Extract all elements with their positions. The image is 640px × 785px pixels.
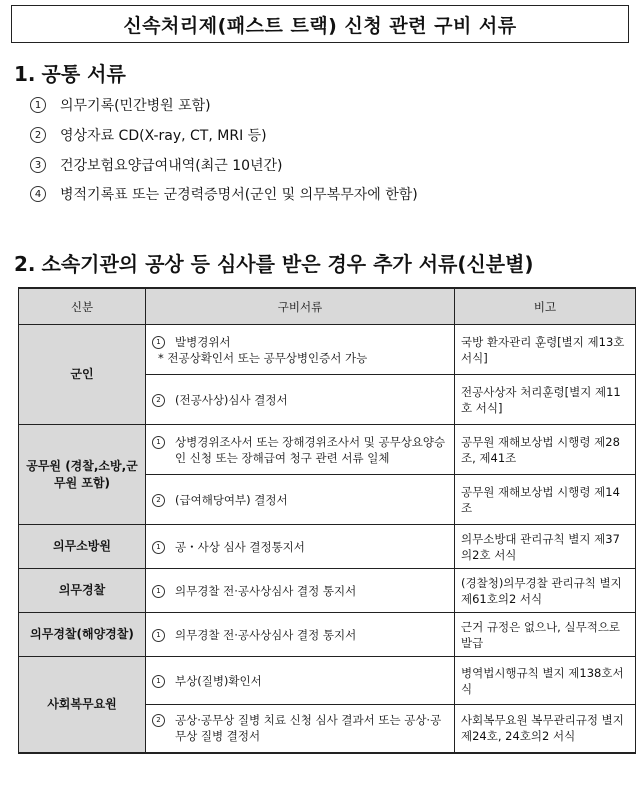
common-doc-text: 병적기록표 또는 군경력증명서(군인 및 의무복무자에 한함) xyxy=(60,187,418,203)
document-cell xyxy=(146,425,455,475)
category-cell: 군인 xyxy=(19,325,146,425)
table-row xyxy=(19,657,636,705)
document-text: (급여해당여부) 결정서 xyxy=(175,492,288,507)
document-cell xyxy=(146,325,455,375)
circled-number: 1 xyxy=(30,97,46,113)
category-cell: 의무소방원 xyxy=(19,525,146,569)
circled-number: 1 xyxy=(152,585,165,598)
category-cell: 의무경찰 xyxy=(19,569,146,613)
section2-heading xyxy=(14,248,534,277)
document-cell xyxy=(146,375,455,425)
document-subnote: * 전공상확인서 또는 공무상병인증서 가능 xyxy=(158,350,368,365)
remark-cell: 국방 환자관리 훈령[별지 제13호 서식] xyxy=(455,325,636,375)
document-text: 발병경위서 xyxy=(175,334,231,349)
document-cell xyxy=(146,525,455,569)
document-text: 의무경찰 전·공사상심사 결정 통지서 xyxy=(175,583,357,598)
circled-number: 1 xyxy=(152,436,165,449)
document-cell xyxy=(146,569,455,613)
remark-cell: 사회복무요원 복무관리규정 별지 제24호, 24호의2 서식 xyxy=(455,705,636,753)
common-doc-item xyxy=(30,95,211,115)
header-documents: 구비서류 xyxy=(146,288,455,325)
circled-number: 2 xyxy=(152,394,165,407)
circled-number: 2 xyxy=(152,494,165,507)
circled-number: 2 xyxy=(30,127,46,143)
document-text: 공상·공무상 질병 치료 신청 심사 결과서 또는 공상·공무상 질병 결정서 xyxy=(175,713,442,744)
section2-number: 2. xyxy=(14,252,36,276)
section1-heading xyxy=(14,58,126,87)
document-title xyxy=(11,5,629,43)
document-text: 부상(질병)확인서 xyxy=(175,673,262,688)
document-cell xyxy=(146,475,455,525)
common-doc-text: 의무기록(민간병원 포함) xyxy=(60,98,211,114)
table-row xyxy=(19,325,636,375)
circled-number: 1 xyxy=(152,336,165,349)
remark-cell: 공무원 재해보상법 시행령 제28조, 제41조 xyxy=(455,425,636,475)
table-row xyxy=(19,525,636,569)
circled-number: 1 xyxy=(152,541,165,554)
category-cell: 사회복무요원 xyxy=(19,657,146,753)
section1-title: 공통 서류 xyxy=(41,62,126,86)
table-header-row xyxy=(19,288,636,325)
document-text: (전공사상)심사 결정서 xyxy=(175,392,288,407)
document-cell xyxy=(146,705,455,753)
additional-docs-table xyxy=(18,287,636,754)
common-doc-item xyxy=(30,125,267,145)
document-cell xyxy=(146,657,455,705)
header-remarks: 비고 xyxy=(455,288,636,325)
document-cell xyxy=(146,613,455,657)
circled-number: 1 xyxy=(152,629,165,642)
circled-number: 1 xyxy=(152,675,165,688)
category-cell: 공무원 (경찰,소방,군무원 포함) xyxy=(19,425,146,525)
circled-number: 4 xyxy=(30,186,46,202)
header-status: 신분 xyxy=(19,288,146,325)
circled-number: 3 xyxy=(30,157,46,173)
common-doc-text: 건강보험요양급여내역(최근 10년간) xyxy=(60,158,283,174)
common-doc-item xyxy=(30,155,283,175)
document-text: 의무경찰 전·공사상심사 결정 통지서 xyxy=(175,627,357,642)
remark-cell: 전공사상자 처리훈령[별지 제11호 서식] xyxy=(455,375,636,425)
remark-cell: (경찰청)의무경찰 관리규칙 별지 제61호의2 서식 xyxy=(455,569,636,613)
circled-number: 2 xyxy=(152,714,165,727)
document-title-text: 신속처리제(패스트 트랙) 신청 관련 구비 서류 xyxy=(123,14,517,37)
document-text: 상병경위조사서 또는 장해경위조사서 및 공무상요양승인 신청 또는 장해급여 청구 관련 서류 일체 xyxy=(175,434,446,465)
section1-number: 1. xyxy=(14,62,36,86)
document-text: 공・사상 심사 결정통지서 xyxy=(175,539,305,554)
table-row xyxy=(19,613,636,657)
remark-cell: 병역법시행규칙 별지 제138호서식 xyxy=(455,657,636,705)
common-doc-item xyxy=(30,184,418,204)
remark-cell: 근거 규정은 없으나, 실무적으로 발급 xyxy=(455,613,636,657)
category-cell: 의무경찰(해양경찰) xyxy=(19,613,146,657)
table-row xyxy=(19,569,636,613)
table-row xyxy=(19,425,636,475)
remark-cell: 공무원 재해보상법 시행령 제14조 xyxy=(455,475,636,525)
section2-title: 소속기관의 공상 등 심사를 받은 경우 추가 서류(신분별) xyxy=(41,252,534,276)
remark-cell: 의무소방대 관리규칙 별지 제37의2호 서식 xyxy=(455,525,636,569)
common-doc-text: 영상자료 CD(X-ray, CT, MRI 등) xyxy=(60,128,267,144)
